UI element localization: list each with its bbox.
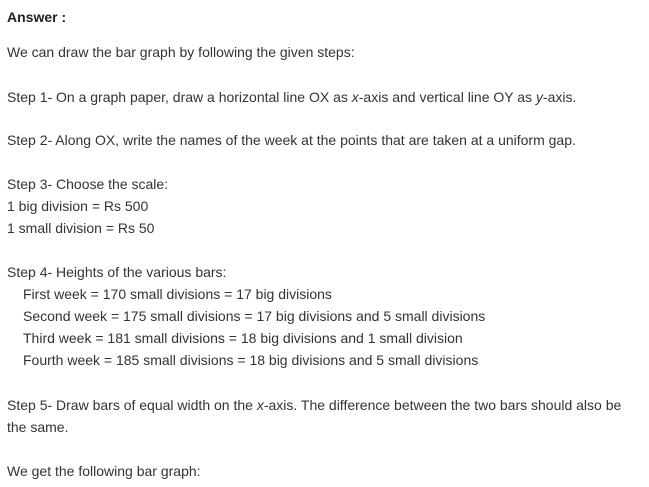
step-5-suffix: -axis. The difference between the two bars should also be xyxy=(263,397,622,413)
step-1-prefix: Step 1- On a graph paper, draw a horizontal line OX as xyxy=(7,89,352,105)
closing-text: We get the following bar graph: xyxy=(7,463,201,479)
step-4-line-3: Third week = 181 small divisions = 18 big divisions and 1 small division xyxy=(23,330,463,346)
step-4-title: Step 4- Heights of the various bars: xyxy=(7,264,227,280)
step-1-y-var: y xyxy=(535,89,543,105)
answer-heading: Answer : xyxy=(7,9,67,25)
step-4-line-4: Fourth week = 185 small divisions = 18 big divisions and 5 small divisions xyxy=(23,352,479,368)
step-4-line-1: First week = 170 small divisions = 17 big divisions xyxy=(23,286,332,302)
step-1-middle: -axis and vertical line OY as xyxy=(358,89,536,105)
step-3-line-1: 1 big division = Rs 500 xyxy=(7,198,149,214)
step-5-prefix: Step 5- Draw bars of equal width on the xyxy=(7,397,257,413)
step-1-suffix: -axis. xyxy=(542,89,577,105)
step-3-title: Step 3- Choose the scale: xyxy=(7,176,169,192)
step-3-line-2: 1 small division = Rs 50 xyxy=(7,220,155,236)
step-5-x-var: x xyxy=(256,397,264,413)
step-2: Step 2- Along OX, write the names of the week at the points that are taken at a uniform gap. xyxy=(7,132,576,148)
step-5-continuation: the same. xyxy=(7,419,69,435)
step-1 xyxy=(7,86,576,108)
intro-text: We can draw the bar graph by following the given steps: xyxy=(7,44,355,60)
step-5 xyxy=(7,394,621,416)
step-4-line-2: Second week = 175 small divisions = 17 big divisions and 5 small divisions xyxy=(23,308,486,324)
step-1-x-var: x xyxy=(351,89,359,105)
